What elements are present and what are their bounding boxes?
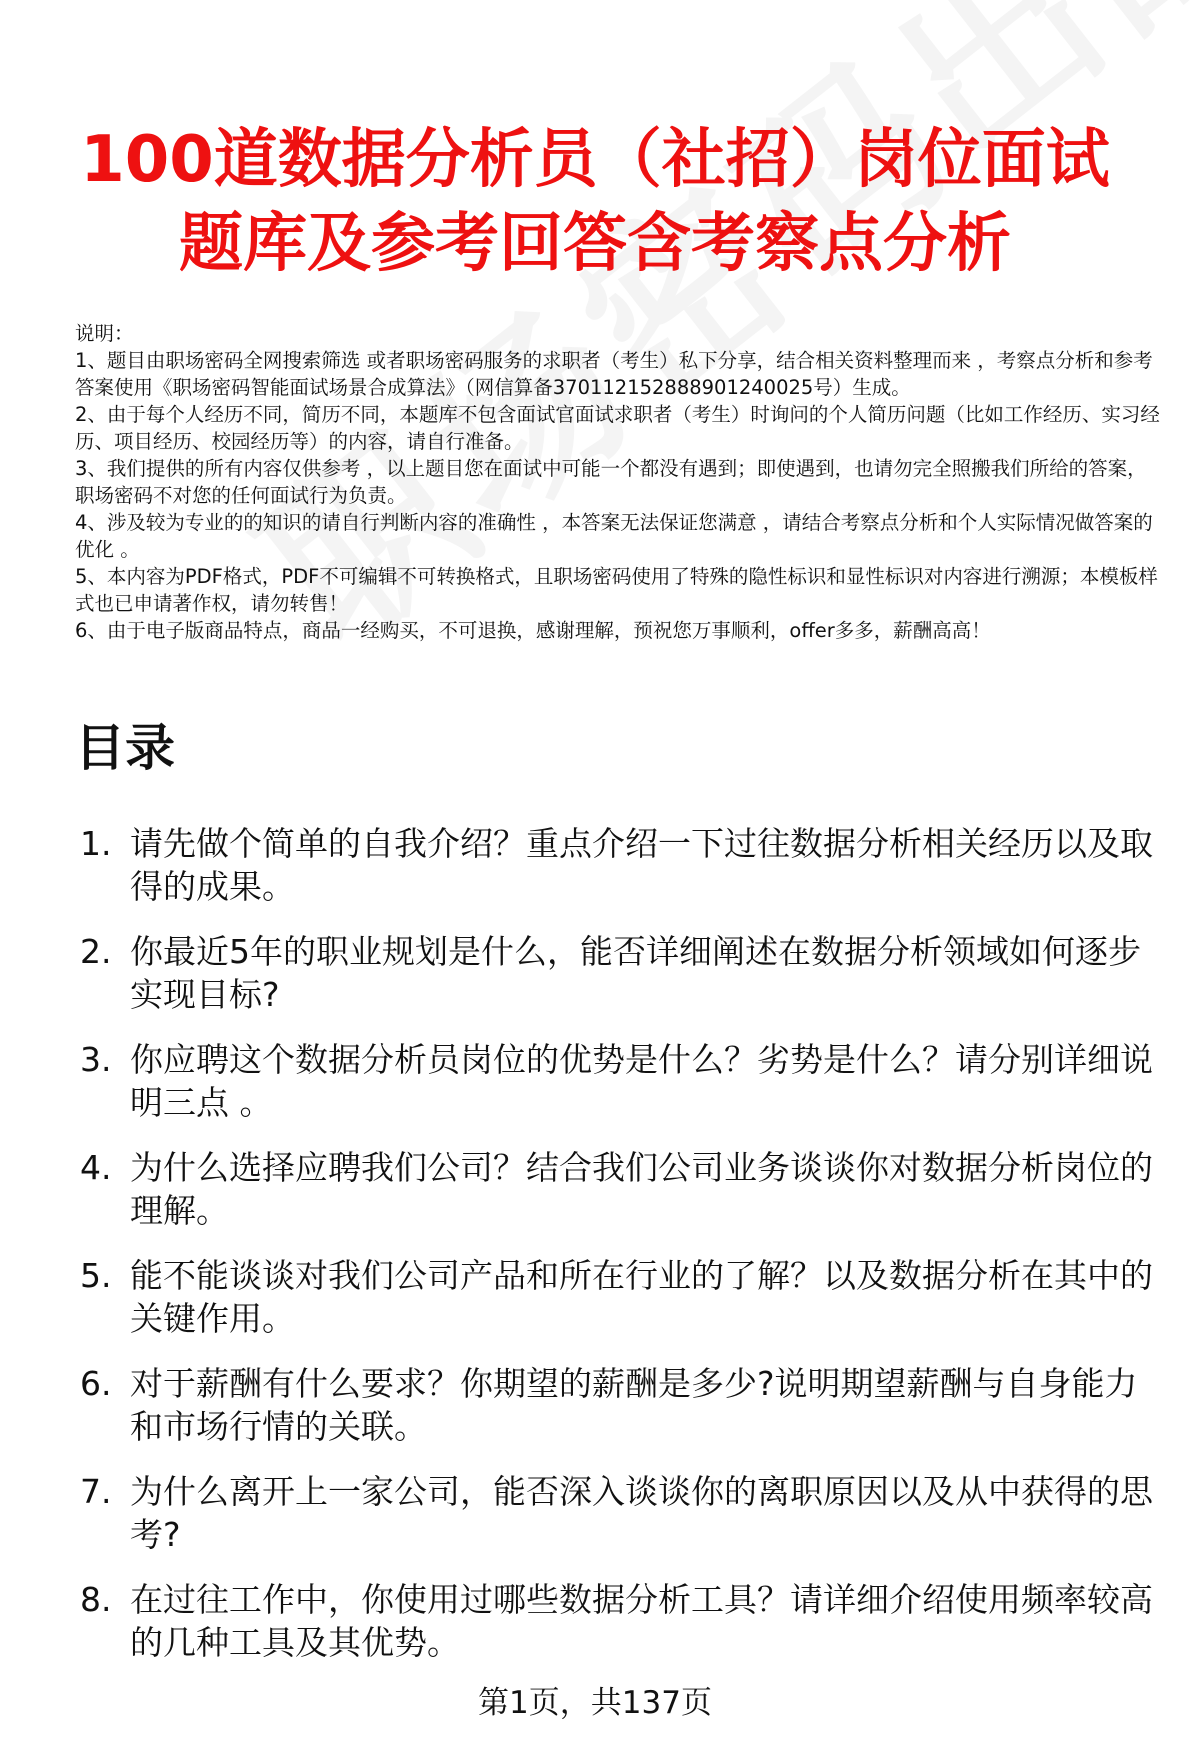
question-number: 7.	[80, 1472, 112, 1511]
question-text: 在过往工作中，你使用过哪些数据分析工具？请详细介绍使用频率较高的几种工具及其优势。	[130, 1580, 1153, 1662]
question-number: 6.	[80, 1364, 112, 1403]
question-number: 3.	[80, 1040, 112, 1079]
question-text: 为什么选择应聘我们公司？结合我们公司业务谈谈你对数据分析岗位的理解。	[130, 1148, 1153, 1230]
question-item	[75, 1254, 1170, 1340]
title-line-1: 100道数据分析员（社招）岗位面试	[80, 123, 1110, 197]
question-item	[75, 1578, 1170, 1664]
note-item-2: 2、由于每个人经历不同，简历不同，本题库不包含面试官面试求职者（考生）时询问的个人简历问题（比如工作经历、实习经历、项目经历、校园经历等）的内容，请自行准备。	[75, 403, 1160, 453]
question-text: 请先做个简单的自我介绍？重点介绍一下过往数据分析相关经历以及取得的成果。	[130, 824, 1153, 906]
note-item-5: 5、本内容为PDF格式，PDF不可编辑不可转换格式，且职场密码使用了特殊的隐性标识和显性标识对内容进行溯源；本模板样式也已申请著作权，请勿转售！	[75, 565, 1158, 615]
document-title	[40, 118, 1150, 286]
question-text: 对于薪酬有什么要求？你期望的薪酬是多少?说明期望薪酬与自身能力和市场行情的关联。	[130, 1364, 1138, 1446]
title-line-2: 题库及参考回答含考察点分析	[179, 207, 1011, 281]
note-item-3: 3、我们提供的所有内容仅供参考 ，以上题目您在面试中可能一个都没有遇到；即使遇到，也请勿完全照搬我们所给的答案，职场密码不对您的任何面试行为负责。	[75, 457, 1147, 507]
note-item-1: 1、题目由职场密码全网搜索筛选 或者职场密码服务的求职者（考生）私下分享，结合相关资料整理而来 ，考察点分析和参考答案使用《职场密码智能面试场景合成算法》（网信算备370112152888901240025号）生成。	[75, 349, 1153, 399]
note-item-4: 4、涉及较为专业的的知识的请自行判断内容的准确性 ，本答案无法保证您满意 ，请结合考察点分析和个人实际情况做答案的优化 。	[75, 511, 1153, 561]
question-item	[75, 1038, 1170, 1124]
question-text: 能不能谈谈对我们公司产品和所在行业的了解？以及数据分析在其中的关键作用。	[130, 1256, 1153, 1338]
question-list	[75, 822, 1170, 1686]
question-item	[75, 822, 1170, 908]
question-text: 为什么离开上一家公司，能否深入谈谈你的离职原因以及从中获得的思考?	[130, 1472, 1153, 1554]
question-item	[75, 930, 1170, 1016]
question-item	[75, 1362, 1170, 1448]
question-number: 8.	[80, 1580, 112, 1619]
note-item-6: 6、由于电子版商品特点，商品一经购买，不可退换，感谢理解，预祝您万事顺利，offer多多，薪酬高高！	[75, 619, 991, 642]
toc-heading: 目录	[75, 719, 175, 777]
question-item	[75, 1146, 1170, 1232]
question-text: 你应聘这个数据分析员岗位的优势是什么？劣势是什么？请分别详细说明三点 。	[130, 1040, 1153, 1122]
question-number: 1.	[80, 824, 112, 863]
page-number: 第1页，共137页	[478, 1685, 712, 1721]
notes-label: 说明：	[75, 322, 134, 345]
question-item	[75, 1470, 1170, 1556]
question-number: 2.	[80, 932, 112, 971]
question-number: 4.	[80, 1148, 112, 1187]
question-number: 5.	[80, 1256, 112, 1295]
notes-section	[75, 320, 1160, 644]
question-text: 你最近5年的职业规划是什么，能否详细阐述在数据分析领域如何逐步实现目标?	[130, 932, 1141, 1014]
